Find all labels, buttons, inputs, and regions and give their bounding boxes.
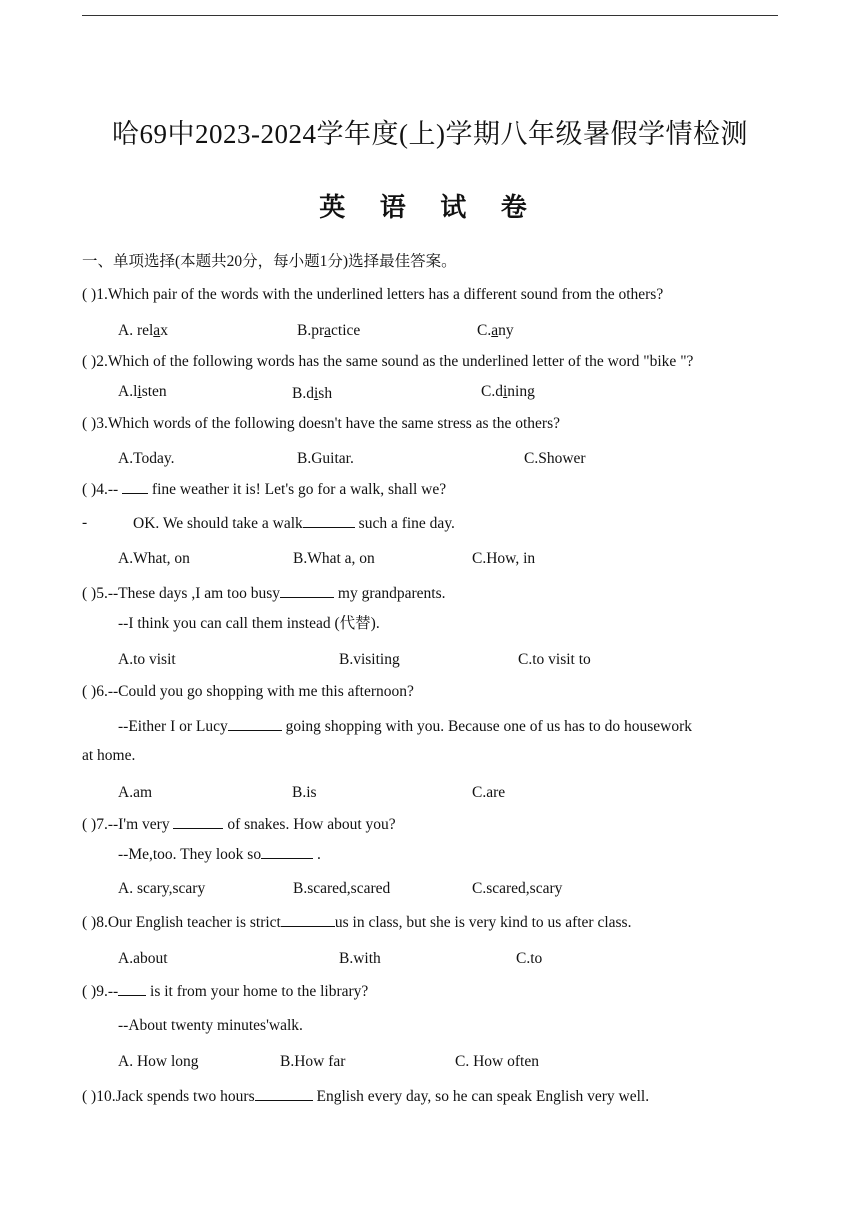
answer-blank	[228, 716, 282, 731]
question-5-line-2: --I think you can call them instead (代替).	[118, 615, 380, 632]
q1-option-a: A. relax	[118, 322, 168, 339]
question-2: ( )2.Which of the following words has the same sound as the underlined letter of the word "bike "?	[82, 353, 694, 370]
q2-option-c: C.dining	[481, 383, 535, 400]
question-9: ( )9.-- is it from your home to the library?	[82, 983, 369, 1000]
q4-option-b: B.What a, on	[293, 550, 375, 567]
q7-option-b: B.scared,scared	[293, 880, 391, 897]
q5-option-c: C.to visit to	[518, 651, 591, 668]
q5-option-a: A.to visit	[118, 651, 176, 668]
header-rule	[82, 15, 778, 16]
question-4-line-2: -	[82, 514, 88, 531]
q6-option-a: A.am	[118, 784, 153, 801]
q5-option-b: B.visiting	[339, 651, 400, 668]
q6-option-c: C.are	[472, 784, 506, 801]
section-heading: 一、单项选择(本题共20分，每小题1分)选择最佳答案。	[82, 253, 457, 270]
answer-blank	[173, 814, 223, 829]
page-subtitle: 英 语 试 卷	[319, 193, 541, 222]
q7-option-c: C.scared,scary	[472, 880, 563, 897]
question-6: ( )6.--Could you go shopping with me this afternoon?	[82, 683, 414, 700]
answer-blank	[118, 981, 146, 996]
answer-blank	[281, 912, 335, 927]
question-7: ( )7.--I'm very of snakes. How about you?	[82, 816, 396, 833]
q3-option-a: A.Today.	[118, 450, 175, 467]
q1-option-c: C.any	[477, 322, 514, 339]
question-4-response: OK. We should take a walk such a fine day.	[133, 515, 455, 532]
answer-blank	[280, 583, 334, 598]
question-8: ( )8.Our English teacher is strict us in class, but she is very kind to us after class.	[82, 914, 632, 931]
answer-blank	[122, 479, 148, 494]
q2-option-a: A.listen	[118, 383, 167, 400]
q8-option-a: A.about	[118, 950, 168, 967]
page-title: 哈69中2023-2024学年度(上)学期八年级暑假学情检测	[112, 119, 748, 149]
q8-option-c: C.to	[516, 950, 543, 967]
q4-option-a: A.What, on	[118, 550, 190, 567]
q4-option-c: C.How, in	[472, 550, 536, 567]
question-1: ( )1.Which pair of the words with the underlined letters has a different sound from the others?	[82, 286, 664, 303]
q1-option-b: B.practice	[297, 322, 361, 339]
question-3: ( )3.Which words of the following doesn't have the same stress as the others?	[82, 415, 561, 432]
question-7-line-2: --Me,too. They look so .	[118, 846, 321, 863]
q8-option-b: B.with	[339, 950, 381, 967]
q9-option-c: C. How often	[455, 1053, 539, 1070]
answer-blank	[303, 513, 355, 528]
q2-option-b: B.dish	[292, 385, 333, 402]
question-4: ( )4.-- fine weather it is! Let's go for a walk, shall we?	[82, 481, 447, 498]
q9-option-a: A. How long	[118, 1053, 199, 1070]
question-10: ( )10.Jack spends two hours English every day, so he can speak English very well.	[82, 1088, 650, 1105]
question-9-line-2: --About twenty minutes'walk.	[118, 1017, 303, 1034]
answer-blank	[255, 1086, 313, 1101]
q7-option-a: A. scary,scary	[118, 880, 206, 897]
question-5: ( )5.--These days ,I am too busy my grandparents.	[82, 585, 446, 602]
question-6-line-2: --Either I or Lucy going shopping with you. Because one of us has to do housework	[118, 718, 693, 735]
q3-option-c: C.Shower	[524, 450, 586, 467]
q6-option-b: B.is	[292, 784, 317, 801]
q9-option-b: B.How far	[280, 1053, 346, 1070]
question-6-line-3: at home.	[82, 747, 136, 764]
answer-blank	[261, 844, 313, 859]
q3-option-b: B.Guitar.	[297, 450, 354, 467]
